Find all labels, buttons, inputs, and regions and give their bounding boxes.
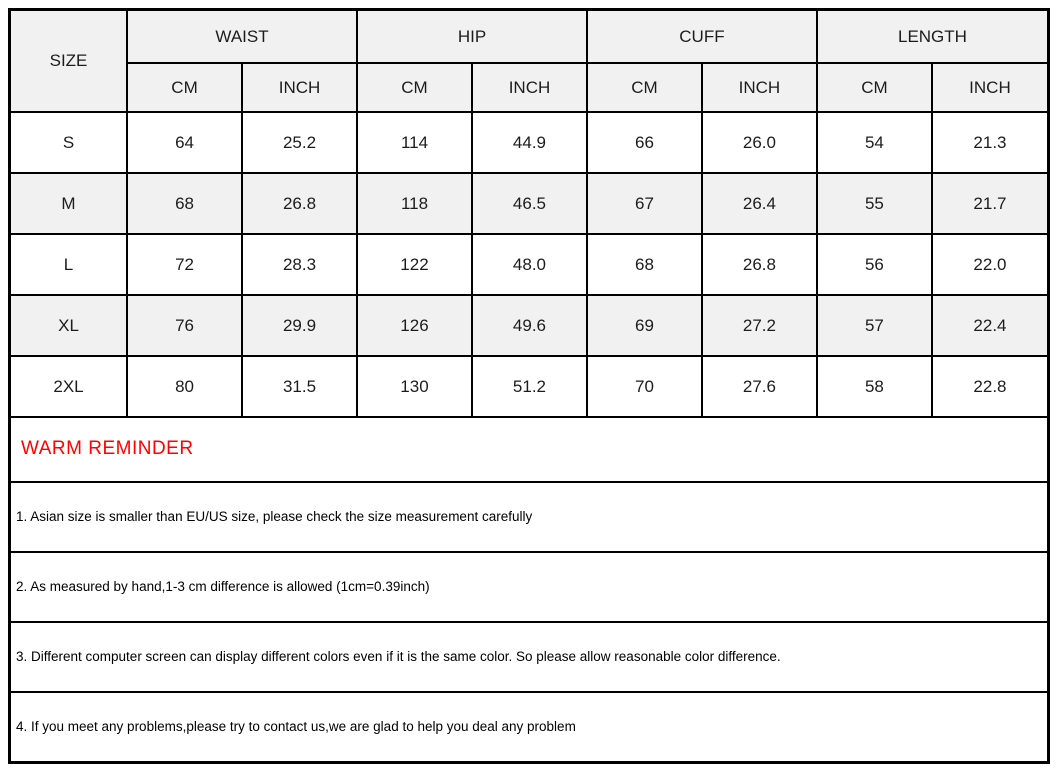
table-cell: 51.2	[472, 356, 587, 416]
unit-header-cuff-cm: CM	[587, 63, 702, 112]
reminder-note-4: 4. If you meet any problems,please try to contact us,we are glad to help you deal any problem	[16, 719, 576, 735]
column-header-cuff: CUFF	[587, 11, 817, 63]
table-cell: 76	[127, 295, 242, 356]
table-row	[11, 173, 1047, 234]
table-cell: 26.8	[242, 173, 357, 234]
table-cell: 58	[817, 356, 932, 416]
reminder-note-row	[11, 621, 1047, 691]
table-cell: 21.3	[932, 112, 1047, 173]
warm-reminder-title: WARM REMINDER	[21, 438, 194, 460]
reminder-note-3: 3. Different computer screen can display different colors even if it is the same color. So please allow reasonable color difference.	[16, 649, 781, 665]
table-cell: 46.5	[472, 173, 587, 234]
size-label-cell: XL	[11, 295, 127, 356]
unit-header-length-cm: CM	[817, 63, 932, 112]
table-row	[11, 112, 1047, 173]
table-cell: 22.0	[932, 234, 1047, 295]
table-cell: 70	[587, 356, 702, 416]
table-header-row-groups	[11, 11, 1047, 63]
table-cell: 22.4	[932, 295, 1047, 356]
table-cell: 118	[357, 173, 472, 234]
table-cell: 57	[817, 295, 932, 356]
table-cell: 114	[357, 112, 472, 173]
table-cell: 54	[817, 112, 932, 173]
reminder-note-1: 1. Asian size is smaller than EU/US size, please check the size measurement carefully	[16, 509, 533, 525]
column-header-length: LENGTH	[817, 11, 1047, 63]
table-cell: 26.4	[702, 173, 817, 234]
size-table	[11, 11, 1047, 416]
table-row	[11, 356, 1047, 416]
table-cell: 68	[587, 234, 702, 295]
reminder-note-2: 2. As measured by hand,1-3 cm difference is allowed (1cm=0.39inch)	[16, 579, 430, 595]
table-cell: 44.9	[472, 112, 587, 173]
unit-header-cuff-inch: INCH	[702, 63, 817, 112]
table-cell: 26.8	[702, 234, 817, 295]
size-label-cell: S	[11, 112, 127, 173]
size-label-cell: L	[11, 234, 127, 295]
column-header-waist: WAIST	[127, 11, 357, 63]
reminder-note-row	[11, 691, 1047, 761]
table-cell: 56	[817, 234, 932, 295]
table-header-row-units	[11, 63, 1047, 112]
unit-header-waist-inch: INCH	[242, 63, 357, 112]
column-header-hip: HIP	[357, 11, 587, 63]
table-row	[11, 295, 1047, 356]
unit-header-hip-cm: CM	[357, 63, 472, 112]
table-cell: 55	[817, 173, 932, 234]
table-cell: 48.0	[472, 234, 587, 295]
reminder-note-row	[11, 481, 1047, 551]
size-chart-sheet	[8, 8, 1050, 764]
table-cell: 66	[587, 112, 702, 173]
table-cell: 26.0	[702, 112, 817, 173]
unit-header-length-inch: INCH	[932, 63, 1047, 112]
size-label-cell: 2XL	[11, 356, 127, 416]
table-cell: 72	[127, 234, 242, 295]
table-cell: 31.5	[242, 356, 357, 416]
table-cell: 122	[357, 234, 472, 295]
table-cell: 126	[357, 295, 472, 356]
table-cell: 29.9	[242, 295, 357, 356]
reminder-note-row	[11, 551, 1047, 621]
table-row	[11, 234, 1047, 295]
table-cell: 64	[127, 112, 242, 173]
table-cell: 68	[127, 173, 242, 234]
table-cell: 67	[587, 173, 702, 234]
table-cell: 49.6	[472, 295, 587, 356]
column-header-size: SIZE	[11, 11, 127, 112]
table-cell: 25.2	[242, 112, 357, 173]
table-cell: 27.6	[702, 356, 817, 416]
table-cell: 21.7	[932, 173, 1047, 234]
table-cell: 130	[357, 356, 472, 416]
warm-reminder-row	[11, 416, 1047, 481]
table-cell: 27.2	[702, 295, 817, 356]
table-cell: 69	[587, 295, 702, 356]
unit-header-hip-inch: INCH	[472, 63, 587, 112]
table-cell: 80	[127, 356, 242, 416]
size-label-cell: M	[11, 173, 127, 234]
table-cell: 22.8	[932, 356, 1047, 416]
table-cell: 28.3	[242, 234, 357, 295]
unit-header-waist-cm: CM	[127, 63, 242, 112]
